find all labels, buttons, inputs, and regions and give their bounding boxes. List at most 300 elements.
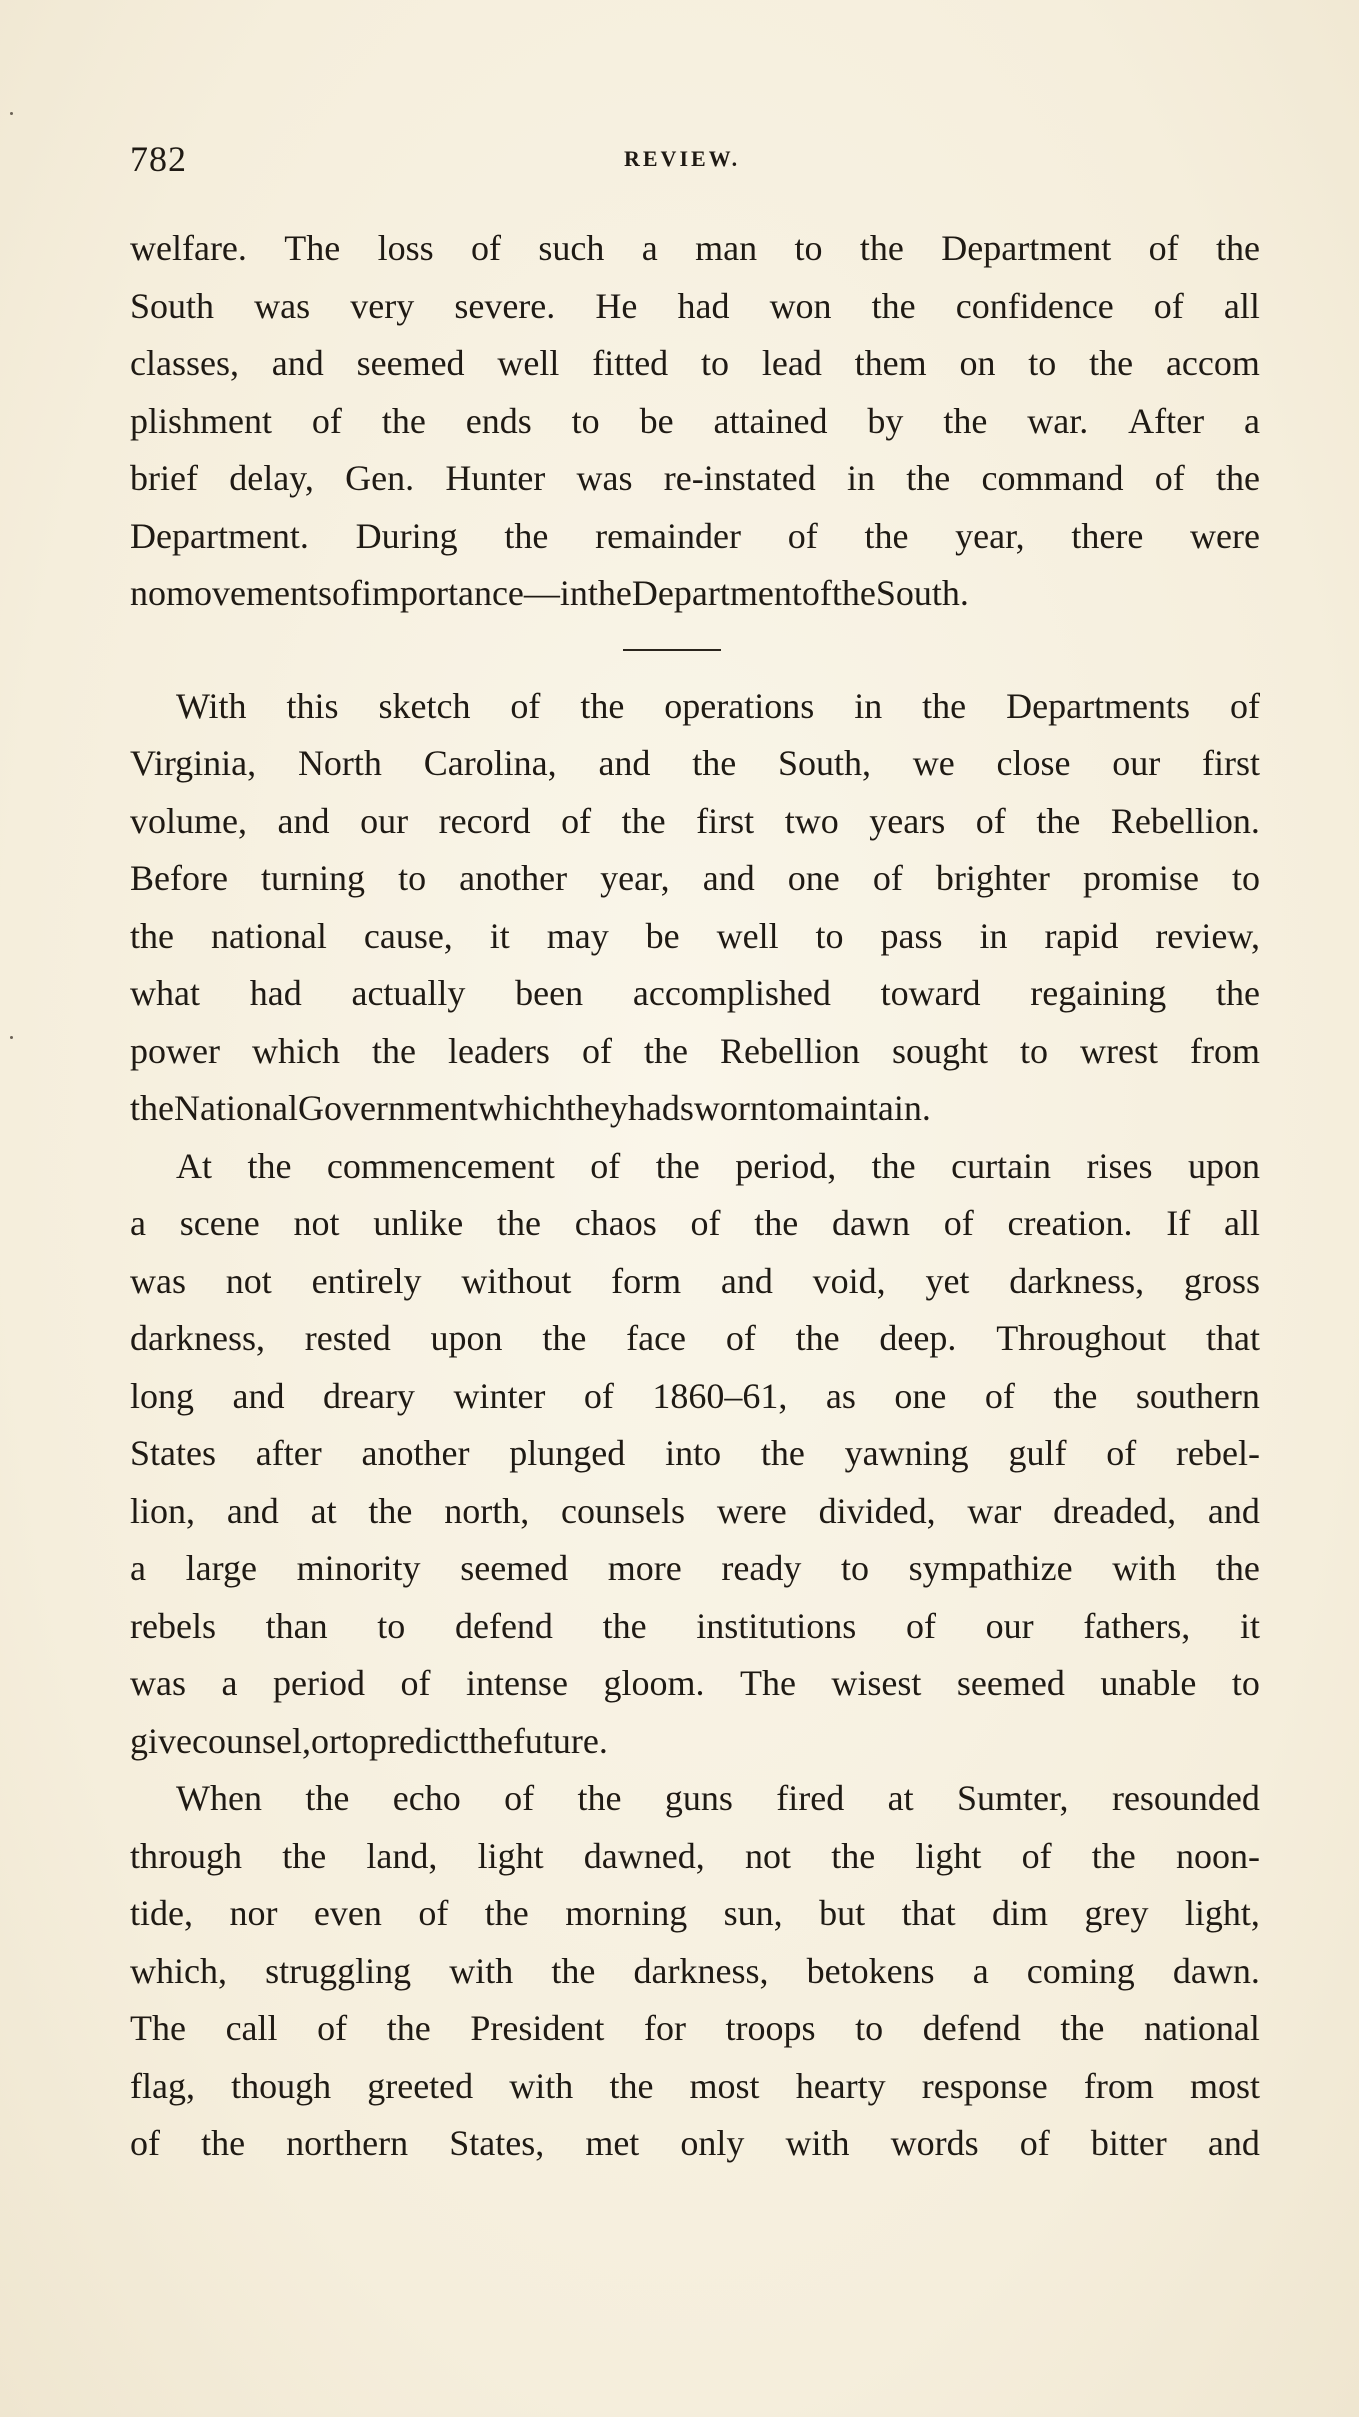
- word: ends: [465, 400, 532, 441]
- word: toward: [880, 973, 981, 1013]
- word: the: [305, 1778, 350, 1818]
- word: of: [943, 1203, 974, 1243]
- word: lion,: [130, 1490, 196, 1531]
- word: all: [1223, 1203, 1260, 1243]
- word: that: [1205, 1318, 1260, 1358]
- word: fathers,: [1083, 1605, 1191, 1646]
- paragraph: [130, 1770, 1260, 2173]
- word: the: [468, 1720, 513, 1761]
- word: curtain: [951, 1145, 1052, 1186]
- word: northern: [286, 2123, 409, 2163]
- word: the: [201, 2123, 246, 2163]
- word: the: [1215, 1548, 1260, 1588]
- text-line: [130, 1195, 1260, 1253]
- word: Department.: [130, 515, 309, 556]
- word: dawned,: [583, 1835, 705, 1876]
- word: the: [692, 743, 737, 783]
- word: seemed: [460, 1548, 569, 1588]
- word: Rebellion: [719, 1030, 860, 1071]
- word: 1860–61,: [652, 1375, 788, 1416]
- text-line: [130, 450, 1260, 508]
- word: severe.: [454, 285, 556, 326]
- text-line: [130, 965, 1260, 1023]
- word: creation.: [1007, 1203, 1133, 1243]
- word: intense: [465, 1663, 568, 1703]
- word: grey: [1084, 1893, 1149, 1933]
- text-line: [130, 565, 1260, 623]
- word: Before: [130, 858, 228, 898]
- word: confidence: [955, 285, 1114, 326]
- word: close: [996, 743, 1071, 783]
- word: lead: [761, 343, 822, 383]
- word: gloom.: [603, 1663, 705, 1703]
- word: not: [293, 1203, 340, 1243]
- word: brighter: [935, 858, 1050, 898]
- word: With: [176, 685, 247, 726]
- word: defend: [454, 1605, 553, 1646]
- word: to: [841, 1548, 870, 1588]
- word: of: [130, 2123, 160, 2163]
- word: after: [255, 1433, 322, 1473]
- word: first: [696, 800, 755, 841]
- word: to: [377, 1605, 406, 1646]
- word: entirely: [311, 1260, 422, 1301]
- word: there: [1071, 515, 1144, 556]
- word: one: [787, 858, 840, 898]
- word: sketch: [378, 685, 471, 726]
- word: of: [905, 1605, 936, 1646]
- word: attained: [713, 400, 828, 441]
- text-line: [130, 793, 1260, 851]
- word: the: [871, 1145, 916, 1186]
- word: to: [571, 400, 600, 441]
- word: the: [484, 1893, 529, 1933]
- word: plunged: [509, 1433, 626, 1473]
- word: President: [470, 2008, 605, 2048]
- word: and: [271, 343, 324, 383]
- word: sought: [891, 1030, 988, 1071]
- text-line: [130, 1885, 1260, 1943]
- word: Gen.: [345, 458, 415, 498]
- word: Government: [297, 1088, 478, 1128]
- word: in: [846, 458, 875, 498]
- word: to: [815, 915, 844, 956]
- word: war.: [1027, 400, 1089, 441]
- word: of: [418, 1893, 449, 1933]
- word: of: [1230, 685, 1260, 726]
- word: of: [331, 573, 362, 613]
- word: loss: [377, 228, 434, 268]
- word: troops: [725, 2008, 816, 2048]
- word: a: [130, 1548, 146, 1588]
- word: When: [176, 1778, 262, 1818]
- word: sympathize: [908, 1548, 1073, 1588]
- text-line: [130, 735, 1260, 793]
- word: operations: [664, 685, 815, 726]
- word: land,: [366, 1835, 438, 1876]
- word: one: [894, 1375, 947, 1416]
- word: gulf: [1008, 1433, 1067, 1473]
- word: predict: [368, 1720, 469, 1761]
- word: light: [477, 1835, 544, 1876]
- word: through: [130, 1835, 242, 1876]
- word: Throughout: [996, 1318, 1167, 1358]
- word: ready: [721, 1548, 802, 1588]
- word: had: [249, 973, 302, 1013]
- word: for: [643, 2008, 686, 2048]
- word: which: [477, 1088, 566, 1128]
- word: upon: [430, 1318, 503, 1358]
- word: Virginia,: [130, 743, 257, 783]
- word: form: [611, 1260, 682, 1301]
- word: most: [1189, 2065, 1260, 2106]
- word: very: [350, 285, 415, 326]
- word: commencement: [326, 1145, 555, 1186]
- paragraph: [130, 678, 1260, 1138]
- paragraph: [130, 1138, 1260, 1771]
- word: wisest: [831, 1663, 922, 1703]
- word: the: [760, 1433, 805, 1473]
- word: accomplished: [632, 973, 831, 1013]
- word: seemed: [956, 1663, 1065, 1703]
- word: of: [583, 1375, 614, 1416]
- word: rapid: [1044, 915, 1119, 956]
- word: to: [1231, 1663, 1260, 1703]
- text-line: [130, 2000, 1260, 2058]
- word: and: [1207, 1490, 1260, 1531]
- word: our: [985, 1605, 1034, 1646]
- page-number: 782: [130, 139, 187, 179]
- text-line: [130, 393, 1260, 451]
- word: on: [959, 343, 996, 383]
- word: a: [641, 228, 658, 268]
- word: to: [398, 858, 427, 898]
- word: well: [716, 915, 779, 956]
- word: our: [360, 800, 409, 841]
- word: States,: [449, 2123, 545, 2163]
- word: The: [130, 2008, 186, 2048]
- word: in: [979, 915, 1008, 956]
- word: even: [313, 1893, 382, 1933]
- word: the: [864, 515, 909, 556]
- word: dawn.: [1172, 1950, 1260, 1991]
- word: Hunter: [445, 458, 546, 498]
- text-line: [130, 1713, 1260, 1771]
- word: power: [130, 1030, 220, 1071]
- word: re-instated: [663, 458, 816, 498]
- word: morning: [565, 1893, 688, 1933]
- word: and: [232, 1375, 285, 1416]
- word: dreary: [323, 1375, 415, 1416]
- word: pass: [880, 915, 943, 956]
- word: of: [984, 1375, 1015, 1416]
- word: our: [1112, 743, 1161, 783]
- word: North: [297, 743, 382, 783]
- word: no: [130, 573, 166, 613]
- word: may: [546, 915, 609, 956]
- word: not: [744, 1835, 791, 1876]
- word: the: [282, 1835, 327, 1876]
- text-line: [130, 1425, 1260, 1483]
- word: Department: [631, 573, 802, 613]
- word: If: [1166, 1203, 1191, 1243]
- word: dim: [992, 1893, 1049, 1933]
- word: the: [551, 1950, 596, 1991]
- word: long: [130, 1375, 195, 1416]
- word: coming: [1026, 1950, 1135, 1991]
- word: Carolina,: [423, 743, 557, 783]
- word: such: [538, 228, 605, 268]
- word: period,: [735, 1145, 837, 1186]
- word: seemed: [356, 343, 465, 383]
- word: two: [784, 800, 839, 841]
- text-line: [130, 1080, 1260, 1138]
- text-line: [130, 1138, 1260, 1196]
- word: void,: [812, 1260, 886, 1301]
- word: After: [1128, 400, 1205, 441]
- word: them: [854, 343, 927, 383]
- word: defend: [922, 2008, 1021, 2048]
- word: the: [130, 1088, 174, 1128]
- word: without: [461, 1260, 572, 1301]
- word: year,: [955, 515, 1025, 556]
- word: deep.: [879, 1318, 957, 1358]
- text-line: [130, 1770, 1260, 1828]
- word: this: [286, 685, 339, 726]
- word: was: [130, 1663, 186, 1703]
- word: turning: [261, 858, 366, 898]
- word: record: [438, 800, 531, 841]
- word: year,: [600, 858, 670, 898]
- word: which,: [130, 1950, 227, 1991]
- word: the: [1036, 800, 1081, 841]
- word: noon-: [1175, 1835, 1260, 1876]
- word: though: [231, 2065, 332, 2106]
- text-line: [130, 1310, 1260, 1368]
- word: of: [311, 400, 342, 441]
- word: most: [689, 2065, 760, 2106]
- word: with: [509, 2065, 574, 2106]
- word: that: [901, 1893, 956, 1933]
- word: was: [254, 285, 311, 326]
- word: been: [515, 973, 584, 1013]
- word: maintain.: [795, 1088, 931, 1128]
- word: the: [1216, 973, 1260, 1013]
- word: the: [1089, 343, 1134, 383]
- word: the: [831, 1835, 876, 1876]
- word: the: [831, 573, 876, 613]
- word: yet: [925, 1260, 970, 1301]
- word: first: [1201, 743, 1260, 783]
- word: and: [1207, 2123, 1260, 2163]
- text-line: [130, 335, 1260, 393]
- word: rested: [304, 1318, 391, 1358]
- text-line: [130, 1598, 1260, 1656]
- word: years: [869, 800, 946, 841]
- text-line: [130, 508, 1260, 566]
- text-line: [130, 2058, 1260, 2116]
- word: it: [489, 915, 510, 956]
- word: of: [581, 1030, 612, 1071]
- word: the: [922, 685, 967, 726]
- word: of: [317, 2008, 348, 2048]
- text-line: [130, 1483, 1260, 1541]
- word: national: [1143, 2008, 1260, 2048]
- word: man: [695, 228, 758, 268]
- word: what: [130, 973, 200, 1013]
- word: institutions: [696, 1605, 857, 1646]
- divider-rule: [623, 649, 721, 651]
- word: yawning: [844, 1433, 969, 1473]
- word: gross: [1183, 1260, 1260, 1301]
- word: the: [1215, 228, 1260, 268]
- word: give: [130, 1720, 192, 1761]
- word: echo: [392, 1778, 461, 1818]
- word: the: [1091, 1835, 1136, 1876]
- text-line: [130, 1943, 1260, 2001]
- word: the: [609, 2065, 654, 2106]
- word: of: [801, 573, 832, 613]
- word: but: [819, 1893, 866, 1933]
- word: the: [655, 1145, 700, 1186]
- word: Rebellion.: [1110, 800, 1260, 841]
- text-line: [130, 908, 1260, 966]
- word: rebel-: [1176, 1433, 1260, 1473]
- word: southern: [1135, 1375, 1260, 1416]
- word: words: [890, 2123, 979, 2163]
- word: a: [972, 1950, 989, 1991]
- word: into: [665, 1433, 722, 1473]
- word: it: [1239, 1605, 1260, 1646]
- word: The: [284, 228, 341, 268]
- word: which: [251, 1030, 340, 1071]
- word: rebels: [130, 1605, 216, 1646]
- word: face: [626, 1318, 687, 1358]
- word: delay,: [229, 458, 314, 498]
- body-text: [130, 220, 1260, 2173]
- word: they: [565, 1088, 628, 1128]
- word: to: [794, 228, 823, 268]
- word: and: [720, 1260, 773, 1301]
- word: He: [595, 285, 638, 326]
- word: national: [210, 915, 327, 956]
- word: counsels: [561, 1490, 686, 1531]
- word: war: [967, 1490, 1022, 1531]
- word: of: [725, 1318, 756, 1358]
- word: fired: [776, 1778, 845, 1818]
- word: the: [368, 1490, 413, 1531]
- word: was: [576, 458, 633, 498]
- word: of: [510, 685, 541, 726]
- word: guns: [664, 1778, 733, 1818]
- text-line: [130, 850, 1260, 908]
- word: only: [680, 2123, 745, 2163]
- word: dawn: [832, 1203, 910, 1243]
- word: promise: [1082, 858, 1199, 898]
- word: from: [1190, 1030, 1260, 1071]
- word: the: [943, 400, 988, 441]
- word: of: [787, 515, 818, 556]
- word: were: [1190, 515, 1260, 556]
- word: unlike: [373, 1203, 464, 1243]
- word: brief: [130, 458, 198, 498]
- word: The: [739, 1663, 796, 1703]
- word: dreaded,: [1053, 1490, 1177, 1531]
- word: darkness,: [130, 1318, 265, 1358]
- word: well: [497, 343, 560, 383]
- paper-speck: [10, 112, 13, 115]
- word: not: [225, 1260, 272, 1301]
- word: in: [854, 685, 883, 726]
- word: to: [855, 2008, 884, 2048]
- word: than: [265, 1605, 328, 1646]
- word: chaos: [574, 1203, 657, 1243]
- word: with: [1112, 1548, 1177, 1588]
- word: the: [906, 458, 951, 498]
- word: the: [1060, 2008, 1105, 2048]
- word: and: [598, 743, 651, 783]
- word: to: [701, 343, 730, 383]
- word: upon: [1188, 1145, 1260, 1186]
- word: of: [471, 228, 502, 268]
- text-line: [130, 1540, 1260, 1598]
- word: call: [225, 2008, 278, 2048]
- word: the: [381, 400, 426, 441]
- word: sun,: [723, 1893, 783, 1933]
- word: the: [542, 1318, 587, 1358]
- word: the: [587, 573, 632, 613]
- word: had: [627, 1088, 680, 1128]
- word: divided,: [818, 1490, 936, 1531]
- word: from: [1083, 2065, 1154, 2106]
- word: minority: [296, 1548, 421, 1588]
- word: accom: [1165, 343, 1260, 383]
- word: of: [1021, 1835, 1052, 1876]
- paragraph: [130, 220, 1260, 623]
- word: of: [872, 858, 903, 898]
- word: hearty: [795, 2065, 886, 2106]
- word: another: [459, 858, 568, 898]
- text-line: [130, 678, 1260, 736]
- word: future.: [512, 1720, 608, 1761]
- word: the: [754, 1203, 799, 1243]
- word: period: [272, 1663, 365, 1703]
- word: review,: [1155, 915, 1260, 956]
- word: flag,: [130, 2065, 195, 2106]
- word: Departments: [1006, 685, 1191, 726]
- word: of: [690, 1203, 721, 1243]
- word: more: [607, 1548, 682, 1588]
- word: betokens: [806, 1950, 935, 1991]
- word: a: [221, 1663, 238, 1703]
- word: volume,: [130, 800, 247, 841]
- word: tide,: [130, 1893, 193, 1933]
- word: sworn: [679, 1088, 768, 1128]
- word: or: [310, 1720, 341, 1761]
- word: rises: [1086, 1145, 1153, 1186]
- word: with: [449, 1950, 514, 1991]
- word: the: [497, 1203, 541, 1243]
- word: of: [561, 800, 592, 841]
- word: response: [921, 2065, 1048, 2106]
- word: scene: [179, 1203, 260, 1243]
- word: leaders: [447, 1030, 550, 1071]
- word: to: [767, 1088, 796, 1128]
- word: light: [915, 1835, 982, 1876]
- word: South,: [777, 743, 871, 783]
- paper-speck: [10, 1036, 13, 1039]
- word: fitted: [592, 343, 669, 383]
